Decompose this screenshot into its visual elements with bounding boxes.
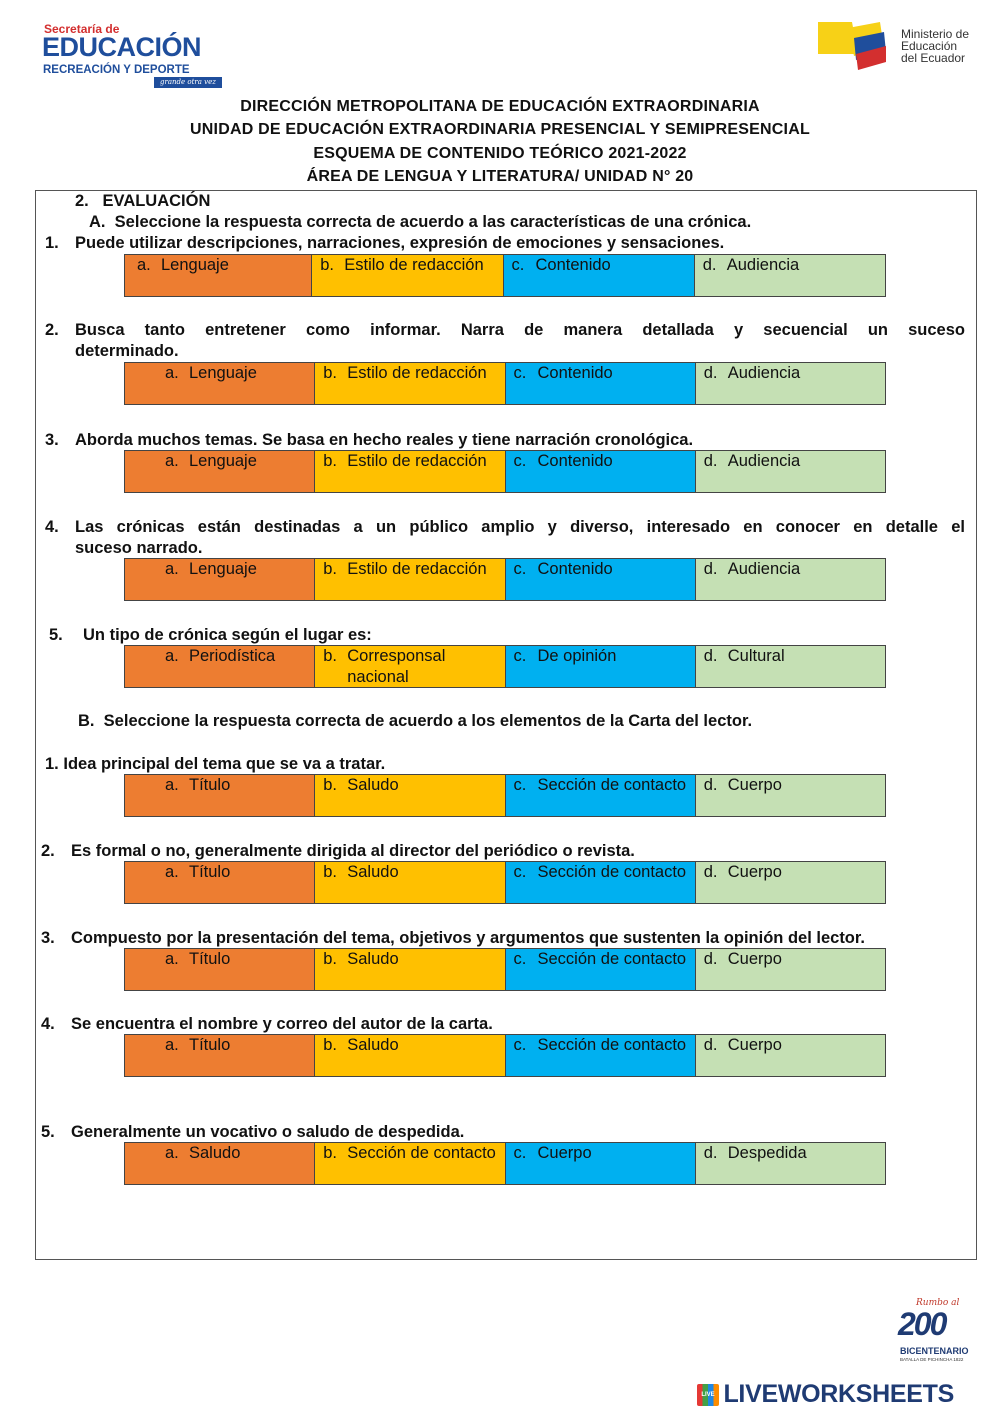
option-c[interactable] bbox=[506, 949, 696, 990]
part-a-instruction: A. Seleccione la respuesta correcta de acuerdo a las características de una crónica. bbox=[89, 213, 752, 231]
option-text: Título bbox=[189, 776, 231, 794]
option-d[interactable] bbox=[696, 949, 885, 990]
option-d[interactable] bbox=[695, 255, 885, 296]
option-c[interactable] bbox=[504, 255, 695, 296]
option-b[interactable] bbox=[315, 949, 505, 990]
option-text: Estilo de redacción bbox=[347, 364, 487, 382]
bicentenario-year: 200 bbox=[898, 1306, 946, 1342]
option-c[interactable] bbox=[506, 1143, 696, 1184]
options-b2 bbox=[124, 861, 886, 904]
option-letter: d. bbox=[703, 452, 718, 470]
option-letter: c. bbox=[513, 647, 527, 665]
option-text: Audiencia bbox=[727, 452, 801, 470]
option-letter: b. bbox=[323, 776, 338, 794]
option-letter: d. bbox=[703, 1036, 718, 1054]
option-text: Sección de contacto bbox=[347, 1144, 496, 1162]
option-text: Saludo bbox=[189, 1144, 241, 1162]
option-text: Contenido bbox=[537, 364, 613, 382]
option-letter: c. bbox=[513, 1036, 527, 1054]
option-d[interactable] bbox=[696, 363, 885, 404]
header-line-1: DIRECCIÓN METROPOLITANA DE EDUCACIÓN EXTRAORDINARIA bbox=[240, 98, 760, 115]
option-letter: d. bbox=[703, 647, 718, 665]
option-letter: b. bbox=[323, 1036, 338, 1054]
option-text: Cuerpo bbox=[727, 776, 782, 794]
options-a1 bbox=[124, 254, 886, 297]
option-text: Lenguaje bbox=[161, 256, 229, 274]
section-title-text: EVALUACIÓN bbox=[102, 192, 211, 210]
header-line-4: ÁREA DE LENGUA Y LITERATURA/ UNIDAD N° 20 bbox=[306, 168, 694, 185]
question-a1: 1. Puede utilizar descripciones, narraciones, expresión de emociones y sensaciones. bbox=[45, 234, 725, 252]
option-text: Lenguaje bbox=[189, 364, 257, 382]
option-letter: d. bbox=[703, 863, 718, 881]
option-text: Sección de contacto bbox=[537, 863, 687, 881]
option-text: Sección de contacto bbox=[537, 1036, 687, 1054]
bicentenario-script: Rumbo al bbox=[916, 1298, 960, 1308]
option-text: Audiencia bbox=[727, 364, 801, 382]
option-letter: c. bbox=[513, 1144, 527, 1162]
header-line-3: ESQUEMA DE CONTENIDO TEÓRICO 2021-2022 bbox=[313, 145, 687, 162]
option-c[interactable] bbox=[506, 646, 696, 687]
option-b[interactable] bbox=[315, 775, 505, 816]
option-a[interactable] bbox=[125, 363, 315, 404]
option-text: Título bbox=[189, 863, 231, 881]
option-b[interactable] bbox=[315, 363, 505, 404]
options-b1 bbox=[124, 774, 886, 817]
option-c[interactable] bbox=[506, 1035, 696, 1076]
options-a4 bbox=[124, 558, 886, 601]
option-text: Cuerpo bbox=[537, 1144, 592, 1162]
option-letter: a. bbox=[165, 364, 179, 382]
live-badge-icon: LIVE bbox=[697, 1384, 719, 1406]
question-a2: 2. Busca tanto entretener como informar. Narra de manera detallada y secuencial un suceso determinado. bbox=[45, 321, 965, 360]
option-b[interactable] bbox=[315, 451, 505, 492]
option-text: Cuerpo bbox=[727, 863, 782, 881]
option-text: Sección de contacto bbox=[537, 950, 687, 968]
option-text: Lenguaje bbox=[189, 560, 257, 578]
option-letter: a. bbox=[165, 647, 179, 665]
option-letter: c. bbox=[513, 776, 527, 794]
option-text: Lenguaje bbox=[189, 452, 257, 470]
option-letter: d. bbox=[703, 364, 718, 382]
option-d[interactable] bbox=[696, 1143, 885, 1184]
option-letter: a. bbox=[137, 256, 151, 274]
option-d[interactable] bbox=[696, 646, 885, 687]
option-letter: d. bbox=[703, 950, 718, 968]
option-text: De opinión bbox=[537, 647, 617, 665]
question-b1: 1. Idea principal del tema que se va a tratar. bbox=[45, 755, 386, 773]
option-d[interactable] bbox=[696, 1035, 885, 1076]
options-b3 bbox=[124, 948, 886, 991]
option-letter: c. bbox=[513, 950, 527, 968]
option-text: Saludo bbox=[347, 950, 399, 968]
question-b2: 2. Es formal o no, generalmente dirigida al director del periódico o revista. bbox=[41, 842, 635, 860]
option-letter: d. bbox=[702, 256, 717, 274]
option-letter: d. bbox=[703, 776, 718, 794]
option-text: Título bbox=[189, 1036, 231, 1054]
option-d[interactable] bbox=[696, 559, 885, 600]
options-a5 bbox=[124, 645, 886, 688]
option-text: Cuerpo bbox=[727, 1036, 782, 1054]
question-a4: 4. Las crónicas están destinadas a un público amplio y diverso, interesado en conocer en detalle el suceso narrado. bbox=[45, 518, 965, 557]
header-line-2: UNIDAD DE EDUCACIÓN EXTRAORDINARIA PRESENCIAL Y SEMIPRESENCIAL bbox=[190, 121, 810, 138]
option-letter: b. bbox=[323, 950, 338, 968]
question-b4: 4. Se encuentra el nombre y correo del autor de la carta. bbox=[41, 1015, 493, 1033]
option-a[interactable] bbox=[125, 646, 315, 687]
option-c[interactable] bbox=[506, 559, 696, 600]
liveworksheets-footer bbox=[697, 1380, 954, 1408]
option-c[interactable] bbox=[506, 451, 696, 492]
option-letter: d. bbox=[703, 560, 718, 578]
option-letter: a. bbox=[165, 950, 179, 968]
option-letter: a. bbox=[165, 863, 179, 881]
logo-secretaria-educacion bbox=[42, 22, 227, 84]
option-letter: b. bbox=[323, 452, 338, 470]
option-text: Saludo bbox=[347, 863, 399, 881]
option-letter: b. bbox=[323, 1144, 338, 1162]
question-a3: 3. Aborda muchos temas. Se basa en hecho reales y tiene narración cronológica. bbox=[45, 431, 694, 449]
option-text: Corresponsal nacional bbox=[347, 647, 446, 686]
option-a[interactable] bbox=[125, 862, 315, 903]
option-text: Periodística bbox=[189, 647, 276, 665]
option-d[interactable] bbox=[696, 775, 885, 816]
option-b[interactable] bbox=[315, 646, 505, 687]
logo-line3: RECREACIÓN Y DEPORTE bbox=[43, 64, 190, 76]
option-b[interactable] bbox=[315, 862, 505, 903]
option-text: Contenido bbox=[537, 560, 613, 578]
option-text: Estilo de redacción bbox=[347, 560, 487, 578]
option-letter: c. bbox=[513, 364, 527, 382]
option-letter: b. bbox=[320, 256, 335, 274]
ecuador-flag-icon bbox=[818, 18, 890, 74]
options-a2 bbox=[124, 362, 886, 405]
option-letter: a. bbox=[165, 452, 179, 470]
option-text: Título bbox=[189, 950, 231, 968]
logo-tag: grande otra vez bbox=[154, 77, 222, 88]
option-letter: b. bbox=[323, 647, 338, 665]
section-number: 2. bbox=[75, 192, 89, 210]
bicentenario-sub: BATALLA DE PICHINCHA 1822 bbox=[900, 1357, 964, 1362]
option-text: Sección de contacto bbox=[537, 776, 687, 794]
logo-bicentenario bbox=[890, 1298, 985, 1368]
option-b[interactable] bbox=[315, 559, 505, 600]
option-a[interactable] bbox=[125, 1035, 315, 1076]
option-text: Contenido bbox=[535, 256, 611, 274]
option-text: Cuerpo bbox=[727, 950, 782, 968]
option-letter: a. bbox=[165, 560, 179, 578]
options-a3 bbox=[124, 450, 886, 493]
liveworksheets-brand: LIVEWORKSHEETS bbox=[723, 1380, 954, 1408]
option-letter: c. bbox=[513, 863, 527, 881]
section-title bbox=[75, 191, 210, 212]
option-b[interactable] bbox=[312, 255, 503, 296]
option-letter: c. bbox=[511, 256, 525, 274]
option-d[interactable] bbox=[696, 451, 885, 492]
ministerio-line2: Educación bbox=[901, 39, 958, 53]
question-a5: 5. Un tipo de crónica según el lugar es: bbox=[49, 626, 372, 644]
ministerio-line3: del Ecuador bbox=[901, 51, 966, 65]
option-text: Contenido bbox=[537, 452, 613, 470]
option-letter: c. bbox=[513, 560, 527, 578]
option-text: Despedida bbox=[727, 1144, 807, 1162]
option-letter: b. bbox=[323, 863, 338, 881]
question-b5: 5. Generalmente un vocativo o saludo de despedida. bbox=[41, 1123, 465, 1141]
option-letter: d. bbox=[703, 1144, 718, 1162]
option-a[interactable] bbox=[125, 775, 315, 816]
part-b-instruction: B. Seleccione la respuesta correcta de acuerdo a los elementos de la Carta del lector. bbox=[78, 712, 753, 730]
option-letter: b. bbox=[323, 364, 338, 382]
logo-line2: EDUCACIÓN bbox=[42, 32, 202, 62]
question-b3: 3. Compuesto por la presentación del tema, objetivos y argumentos que sustenten la opinión del lector. bbox=[41, 929, 865, 947]
option-a[interactable] bbox=[125, 949, 315, 990]
option-c[interactable] bbox=[506, 862, 696, 903]
option-letter: a. bbox=[165, 1144, 179, 1162]
option-text: Saludo bbox=[347, 776, 399, 794]
option-a[interactable] bbox=[125, 451, 315, 492]
option-a[interactable] bbox=[125, 1143, 315, 1184]
option-text: Audiencia bbox=[726, 256, 800, 274]
ministerio-line1: Ministerio de bbox=[901, 27, 970, 41]
option-a[interactable] bbox=[125, 255, 312, 296]
option-text: Saludo bbox=[347, 1036, 399, 1054]
logo-line1: Secretaría de bbox=[44, 22, 120, 36]
option-letter: a. bbox=[165, 1036, 179, 1054]
options-b4 bbox=[124, 1034, 886, 1077]
option-letter: a. bbox=[165, 776, 179, 794]
option-a[interactable] bbox=[125, 559, 315, 600]
option-c[interactable] bbox=[506, 363, 696, 404]
option-b[interactable] bbox=[315, 1143, 505, 1184]
option-text: Estilo de redacción bbox=[347, 452, 487, 470]
option-text: Cultural bbox=[727, 647, 785, 665]
option-d[interactable] bbox=[696, 862, 885, 903]
option-text: Estilo de redacción bbox=[344, 256, 484, 274]
option-text: Audiencia bbox=[727, 560, 801, 578]
bicentenario-label: BICENTENARIO bbox=[900, 1346, 969, 1356]
option-letter: b. bbox=[323, 560, 338, 578]
option-b[interactable] bbox=[315, 1035, 505, 1076]
options-b5 bbox=[124, 1142, 886, 1185]
option-letter: c. bbox=[513, 452, 527, 470]
logo-ministerio-educacion bbox=[818, 18, 988, 74]
option-c[interactable] bbox=[506, 775, 696, 816]
